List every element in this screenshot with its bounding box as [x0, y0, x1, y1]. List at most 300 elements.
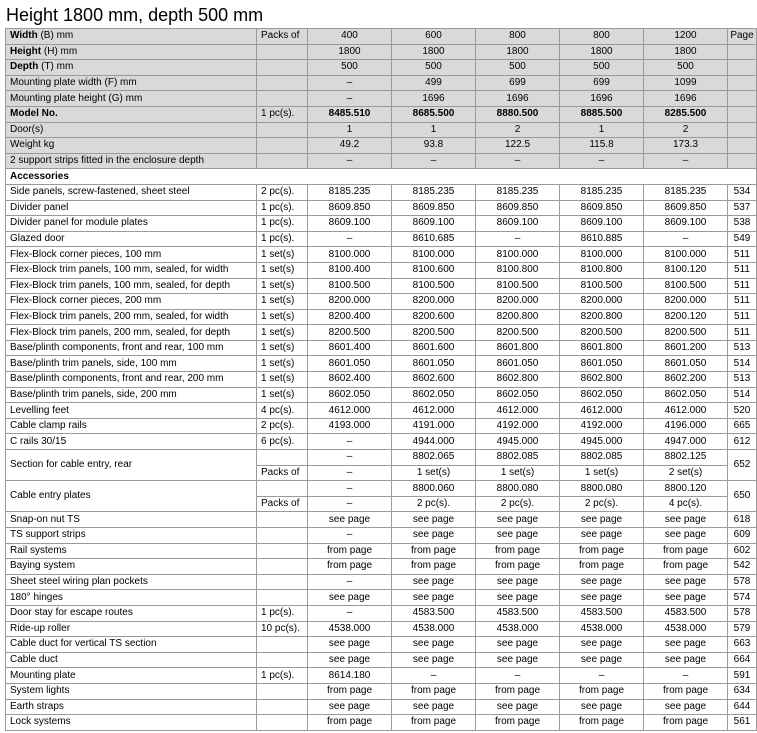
- page-cell: 609: [728, 528, 757, 544]
- accessory-row: [6, 512, 757, 528]
- value-cell: –: [308, 528, 392, 544]
- page-title: Height 1800 mm, depth 500 mm: [6, 5, 264, 25]
- value-cell: see page: [392, 528, 476, 544]
- packs-cell: [257, 715, 308, 731]
- packs-cell: 1 set(s): [257, 325, 308, 341]
- packs-cell: [257, 543, 308, 559]
- value-cell: –: [476, 153, 560, 169]
- page-cell: 511: [728, 325, 757, 341]
- value-cell: –: [308, 153, 392, 169]
- packs-cell: 2 pc(s).: [257, 184, 308, 200]
- value-cell: see page: [392, 652, 476, 668]
- packs-cell: [257, 652, 308, 668]
- packs-cell: 1 set(s): [257, 262, 308, 278]
- accessory-row: [6, 683, 757, 699]
- row-label: Flex-Block trim panels, 100 mm, sealed, for width: [6, 262, 257, 278]
- page-cell: 663: [728, 637, 757, 653]
- row-label: Section for cable entry, rear: [6, 450, 257, 481]
- packs-cell: [257, 699, 308, 715]
- value-cell: 500: [308, 60, 392, 76]
- packs-cell: 1 pc(s).: [257, 106, 308, 122]
- value-cell: 8609.850: [308, 200, 392, 216]
- page-cell: [728, 138, 757, 154]
- value-cell: see page: [644, 512, 728, 528]
- value-cell: from page: [560, 543, 644, 559]
- value-cell: 8800.120: [644, 481, 728, 497]
- value-cell: 4612.000: [644, 403, 728, 419]
- value-cell: 8200.500: [476, 325, 560, 341]
- packs-cell: [257, 44, 308, 60]
- value-cell: 8100.000: [560, 247, 644, 263]
- value-cell: 500: [392, 60, 476, 76]
- row-label: Cable duct: [6, 652, 257, 668]
- value-cell: 8802.085: [560, 450, 644, 466]
- packs-cell: 10 pc(s).: [257, 621, 308, 637]
- value-cell: 115.8: [560, 138, 644, 154]
- value-cell: 500: [560, 60, 644, 76]
- spec-row: [6, 29, 757, 45]
- value-cell: see page: [308, 637, 392, 653]
- row-label: Base/plinth components, front and rear, 100 mm: [6, 340, 257, 356]
- value-cell: see page: [392, 512, 476, 528]
- value-cell: 8100.000: [392, 247, 476, 263]
- packs-cell: 1 pc(s).: [257, 216, 308, 232]
- value-cell: 1: [308, 122, 392, 138]
- value-cell: 1: [392, 122, 476, 138]
- value-cell: 8285.500: [644, 106, 728, 122]
- page-cell: 652: [728, 450, 757, 481]
- value-cell: 8200.800: [560, 309, 644, 325]
- spec-table: [5, 28, 757, 731]
- value-cell: from page: [644, 543, 728, 559]
- value-cell: 8685.500: [392, 106, 476, 122]
- value-cell: 2: [644, 122, 728, 138]
- value-cell: see page: [392, 590, 476, 606]
- value-cell: 8610.685: [392, 231, 476, 247]
- page-cell: 511: [728, 278, 757, 294]
- packs-cell: [257, 528, 308, 544]
- value-cell: 8185.235: [560, 184, 644, 200]
- accessory-row: [6, 184, 757, 200]
- value-cell: 8800.060: [392, 481, 476, 497]
- value-cell: 8602.050: [476, 387, 560, 403]
- value-cell: from page: [308, 715, 392, 731]
- accessories-label: Accessories: [6, 169, 757, 185]
- value-cell: 1696: [392, 91, 476, 107]
- row-label: Earth straps: [6, 699, 257, 715]
- row-label: Flex-Block corner pieces, 100 mm: [6, 247, 257, 263]
- value-cell: 8800.080: [560, 481, 644, 497]
- accessory-row: [6, 668, 757, 684]
- value-cell: 4538.000: [308, 621, 392, 637]
- value-cell: from page: [476, 543, 560, 559]
- row-label: Glazed door: [6, 231, 257, 247]
- accessory-row: [6, 356, 757, 372]
- value-cell: 8602.800: [476, 372, 560, 388]
- value-cell: 8609.850: [476, 200, 560, 216]
- row-label: Depth (T) mm: [6, 60, 257, 76]
- value-cell: see page: [476, 652, 560, 668]
- value-cell: 8610.885: [560, 231, 644, 247]
- value-cell: 8601.800: [476, 340, 560, 356]
- page-cell: 514: [728, 387, 757, 403]
- packs-cell: 1 set(s): [257, 309, 308, 325]
- value-cell: from page: [560, 715, 644, 731]
- value-cell: 4947.000: [644, 434, 728, 450]
- page-cell: 618: [728, 512, 757, 528]
- value-cell: from page: [392, 683, 476, 699]
- row-label: System lights: [6, 683, 257, 699]
- page-cell: 644: [728, 699, 757, 715]
- value-cell: –: [308, 91, 392, 107]
- accessory-row: [6, 652, 757, 668]
- value-cell: see page: [560, 512, 644, 528]
- value-cell: see page: [476, 512, 560, 528]
- packs-cell: [257, 481, 308, 497]
- value-cell: 49.2: [308, 138, 392, 154]
- page-cell: 520: [728, 403, 757, 419]
- value-cell: 8200.400: [308, 309, 392, 325]
- value-cell: 1800: [308, 44, 392, 60]
- row-label: Baying system: [6, 559, 257, 575]
- value-cell: 2: [476, 122, 560, 138]
- value-cell: 4538.000: [644, 621, 728, 637]
- value-cell: 1800: [476, 44, 560, 60]
- packs-cell: [257, 683, 308, 699]
- value-cell: 800: [476, 29, 560, 45]
- value-cell: from page: [644, 683, 728, 699]
- value-cell: 8602.050: [644, 387, 728, 403]
- value-cell: 8609.100: [476, 216, 560, 232]
- row-label: Divider panel for module plates: [6, 216, 257, 232]
- accessory-row: [6, 605, 757, 621]
- packs-cell: 2 pc(s).: [257, 418, 308, 434]
- value-cell: 8100.000: [476, 247, 560, 263]
- row-label: Base/plinth components, front and rear, 200 mm: [6, 372, 257, 388]
- page-cell: 538: [728, 216, 757, 232]
- spec-row: [6, 122, 757, 138]
- value-cell: 8100.120: [644, 262, 728, 278]
- value-cell: 8200.600: [392, 309, 476, 325]
- value-cell: 4583.500: [392, 605, 476, 621]
- packs-cell: [257, 559, 308, 575]
- value-cell: 8609.850: [392, 200, 476, 216]
- value-cell: from page: [560, 559, 644, 575]
- value-cell: –: [308, 75, 392, 91]
- packs-cell: 1 pc(s).: [257, 200, 308, 216]
- value-cell: 122.5: [476, 138, 560, 154]
- accessory-row: [6, 216, 757, 232]
- value-cell: 4612.000: [560, 403, 644, 419]
- value-cell: 400: [308, 29, 392, 45]
- accessory-row: [6, 278, 757, 294]
- value-cell: 2 set(s): [644, 465, 728, 481]
- packs-cell: 1 pc(s).: [257, 231, 308, 247]
- value-cell: from page: [644, 715, 728, 731]
- value-cell: 8200.500: [644, 325, 728, 341]
- packs-cell: [257, 512, 308, 528]
- page-cell: 542: [728, 559, 757, 575]
- page-cell: 514: [728, 356, 757, 372]
- value-cell: 8200.000: [392, 294, 476, 310]
- value-cell: 8200.500: [560, 325, 644, 341]
- value-cell: 8185.235: [392, 184, 476, 200]
- spec-row: [6, 106, 757, 122]
- value-cell: –: [560, 668, 644, 684]
- value-cell: 8100.500: [308, 278, 392, 294]
- row-label: Cable duct for vertical TS section: [6, 637, 257, 653]
- value-cell: see page: [308, 699, 392, 715]
- value-cell: 93.8: [392, 138, 476, 154]
- page-cell: 665: [728, 418, 757, 434]
- accessory-row: [6, 590, 757, 606]
- packs-cell: 1 pc(s).: [257, 605, 308, 621]
- value-cell: 1 set(s): [392, 465, 476, 481]
- value-cell: 1800: [644, 44, 728, 60]
- value-cell: 4583.500: [476, 605, 560, 621]
- value-cell: 8200.500: [392, 325, 476, 341]
- value-cell: 8100.500: [644, 278, 728, 294]
- page-cell: [728, 75, 757, 91]
- value-cell: 4 pc(s).: [644, 496, 728, 512]
- row-label: Ride-up roller: [6, 621, 257, 637]
- row-label: Levelling feet: [6, 403, 257, 419]
- value-cell: 8601.050: [308, 356, 392, 372]
- row-label: 2 support strips fitted in the enclosure depth: [6, 153, 257, 169]
- page-cell: [728, 106, 757, 122]
- value-cell: 8601.050: [560, 356, 644, 372]
- value-cell: 1200: [644, 29, 728, 45]
- value-cell: 8601.800: [560, 340, 644, 356]
- packs-cell: [257, 138, 308, 154]
- value-cell: see page: [560, 699, 644, 715]
- value-cell: 500: [644, 60, 728, 76]
- value-cell: 8100.800: [560, 262, 644, 278]
- page-cell: 591: [728, 668, 757, 684]
- row-label: Lock systems: [6, 715, 257, 731]
- row-label: C rails 30/15: [6, 434, 257, 450]
- value-cell: –: [308, 231, 392, 247]
- packs-cell: 1 set(s): [257, 372, 308, 388]
- row-label: Model No.: [6, 106, 257, 122]
- value-cell: 8185.235: [644, 184, 728, 200]
- page-cell: [728, 44, 757, 60]
- value-cell: 4945.000: [560, 434, 644, 450]
- page-cell: 578: [728, 605, 757, 621]
- value-cell: 8100.800: [476, 262, 560, 278]
- value-cell: 8100.500: [560, 278, 644, 294]
- value-cell: 8609.100: [308, 216, 392, 232]
- value-cell: from page: [476, 715, 560, 731]
- accessory-row: [6, 325, 757, 341]
- page-cell: 511: [728, 247, 757, 263]
- value-cell: 4583.500: [644, 605, 728, 621]
- packs-cell: [257, 91, 308, 107]
- value-cell: 8609.850: [560, 200, 644, 216]
- packs-cell: 4 pc(s).: [257, 403, 308, 419]
- packs-cell: [257, 122, 308, 138]
- value-cell: 1696: [560, 91, 644, 107]
- value-cell: 8601.050: [644, 356, 728, 372]
- accessory-row: [6, 715, 757, 731]
- value-cell: 8100.500: [476, 278, 560, 294]
- row-label: Snap-on nut TS: [6, 512, 257, 528]
- page-cell: [728, 153, 757, 169]
- value-cell: 600: [392, 29, 476, 45]
- value-cell: –: [308, 434, 392, 450]
- packs-cell: 1 set(s): [257, 387, 308, 403]
- row-label: Divider panel: [6, 200, 257, 216]
- packs-cell: [257, 574, 308, 590]
- value-cell: –: [308, 496, 392, 512]
- packs-cell: 1 set(s): [257, 294, 308, 310]
- value-cell: from page: [392, 715, 476, 731]
- row-label: Mounting plate: [6, 668, 257, 684]
- value-cell: 8485.510: [308, 106, 392, 122]
- value-cell: 8601.050: [476, 356, 560, 372]
- spec-row: [6, 60, 757, 76]
- packs-cell: 1 pc(s).: [257, 668, 308, 684]
- page-cell: 574: [728, 590, 757, 606]
- value-cell: see page: [476, 574, 560, 590]
- accessory-row: [6, 481, 757, 497]
- page-cell: 579: [728, 621, 757, 637]
- value-cell: 4192.000: [560, 418, 644, 434]
- row-label: Side panels, screw-fastened, sheet steel: [6, 184, 257, 200]
- value-cell: 1800: [392, 44, 476, 60]
- value-cell: 1099: [644, 75, 728, 91]
- value-cell: see page: [560, 574, 644, 590]
- value-cell: 8200.000: [308, 294, 392, 310]
- value-cell: 4583.500: [560, 605, 644, 621]
- row-label: Cable clamp rails: [6, 418, 257, 434]
- accessories-header: [6, 169, 757, 185]
- value-cell: from page: [476, 683, 560, 699]
- row-label: Door(s): [6, 122, 257, 138]
- row-label: TS support strips: [6, 528, 257, 544]
- value-cell: see page: [644, 590, 728, 606]
- value-cell: 8185.235: [308, 184, 392, 200]
- page-cell: 578: [728, 574, 757, 590]
- accessory-row: [6, 434, 757, 450]
- value-cell: 1800: [560, 44, 644, 60]
- value-cell: 8601.600: [392, 340, 476, 356]
- value-cell: 8100.000: [644, 247, 728, 263]
- accessory-row: [6, 574, 757, 590]
- value-cell: 8602.050: [308, 387, 392, 403]
- value-cell: 4612.000: [476, 403, 560, 419]
- value-cell: –: [560, 153, 644, 169]
- value-cell: from page: [392, 543, 476, 559]
- row-label: Flex-Block trim panels, 200 mm, sealed, for width: [6, 309, 257, 325]
- value-cell: –: [308, 450, 392, 466]
- accessory-row: [6, 621, 757, 637]
- spec-row: [6, 75, 757, 91]
- value-cell: 8602.400: [308, 372, 392, 388]
- row-label: Door stay for escape routes: [6, 605, 257, 621]
- value-cell: from page: [308, 543, 392, 559]
- value-cell: 2 pc(s).: [560, 496, 644, 512]
- value-cell: 8100.500: [392, 278, 476, 294]
- value-cell: 8185.235: [476, 184, 560, 200]
- value-cell: 8802.065: [392, 450, 476, 466]
- page-cell: 634: [728, 683, 757, 699]
- packs-cell: 6 pc(s).: [257, 434, 308, 450]
- accessory-row: [6, 699, 757, 715]
- row-label: Width (B) mm: [6, 29, 257, 45]
- value-cell: from page: [644, 559, 728, 575]
- value-cell: see page: [308, 512, 392, 528]
- accessory-row: [6, 309, 757, 325]
- value-cell: 8609.100: [560, 216, 644, 232]
- value-cell: 2 pc(s).: [392, 496, 476, 512]
- page-cell: 612: [728, 434, 757, 450]
- row-label: Flex-Block trim panels, 200 mm, sealed, for depth: [6, 325, 257, 341]
- spec-row: [6, 44, 757, 60]
- value-cell: –: [308, 574, 392, 590]
- value-cell: see page: [560, 590, 644, 606]
- accessory-row: [6, 340, 757, 356]
- value-cell: 4538.000: [392, 621, 476, 637]
- page-cell: 549: [728, 231, 757, 247]
- spec-row: [6, 138, 757, 154]
- packs-cell: [257, 450, 308, 466]
- page-cell: 537: [728, 200, 757, 216]
- value-cell: 699: [560, 75, 644, 91]
- value-cell: –: [308, 481, 392, 497]
- value-cell: 8200.000: [560, 294, 644, 310]
- value-cell: 8602.200: [644, 372, 728, 388]
- value-cell: 8200.000: [644, 294, 728, 310]
- accessory-row: [6, 403, 757, 419]
- accessory-row: [6, 559, 757, 575]
- value-cell: see page: [392, 699, 476, 715]
- value-cell: 8880.500: [476, 106, 560, 122]
- packs-cell: [257, 75, 308, 91]
- value-cell: 8601.400: [308, 340, 392, 356]
- spec-row: [6, 91, 757, 107]
- row-label: Mounting plate width (F) mm: [6, 75, 257, 91]
- value-cell: 8100.400: [308, 262, 392, 278]
- packs-cell: 1 set(s): [257, 278, 308, 294]
- value-cell: see page: [644, 699, 728, 715]
- value-cell: see page: [476, 699, 560, 715]
- spec-table-body: [6, 29, 757, 731]
- value-cell: 4538.000: [560, 621, 644, 637]
- value-cell: 8602.600: [392, 372, 476, 388]
- page-cell: 650: [728, 481, 757, 512]
- page-cell: [728, 122, 757, 138]
- page-cell: 664: [728, 652, 757, 668]
- value-cell: 2 pc(s).: [476, 496, 560, 512]
- accessory-row: [6, 262, 757, 278]
- value-cell: see page: [644, 574, 728, 590]
- value-cell: 8609.100: [644, 216, 728, 232]
- row-label: Weight kg: [6, 138, 257, 154]
- value-cell: 8100.000: [308, 247, 392, 263]
- value-cell: see page: [476, 590, 560, 606]
- value-cell: –: [392, 153, 476, 169]
- page-cell: 602: [728, 543, 757, 559]
- accessory-row: [6, 247, 757, 263]
- packs-cell: 1 set(s): [257, 356, 308, 372]
- value-cell: from page: [392, 559, 476, 575]
- page-cell: 513: [728, 372, 757, 388]
- page-cell: [728, 60, 757, 76]
- packs-cell: [257, 590, 308, 606]
- row-label: Flex-Block trim panels, 100 mm, sealed, for depth: [6, 278, 257, 294]
- value-cell: 1696: [644, 91, 728, 107]
